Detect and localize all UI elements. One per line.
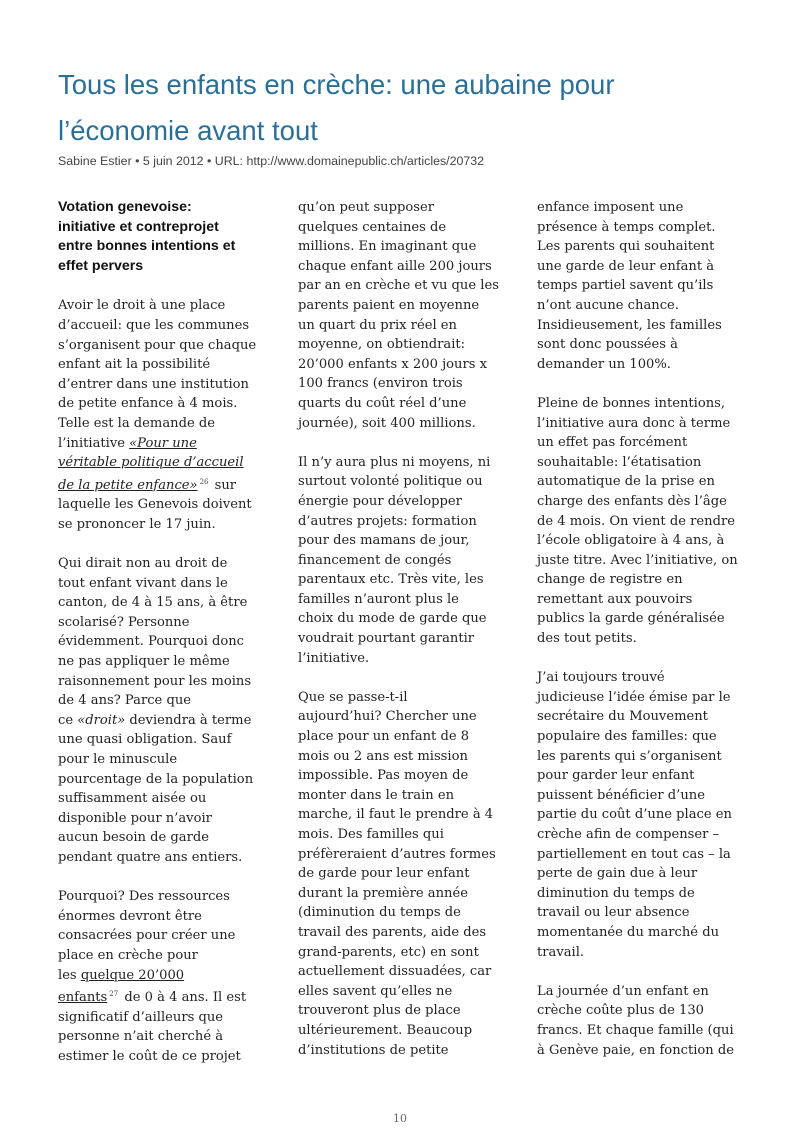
- text-line: [58, 453, 270, 473]
- text-segment: financement de congés: [298, 552, 452, 568]
- text-segment: qu’on peut supposer: [298, 200, 434, 215]
- text-segment: un effet pas forcément: [537, 435, 688, 451]
- text-segment: énormes devront être: [58, 908, 202, 924]
- text-line: [58, 316, 270, 336]
- text-line: [298, 414, 510, 434]
- text-segment: préfèreraient d’autres formes: [298, 846, 496, 862]
- text-segment: se prononcer le 17 juin.: [58, 516, 216, 532]
- text-line: [298, 1041, 510, 1061]
- text-segment: Insidieusement, les familles: [537, 317, 722, 333]
- text-segment: sont donc poussées à: [537, 337, 678, 353]
- text-line: [537, 825, 749, 845]
- text-line: [58, 355, 270, 375]
- text-line: [298, 570, 510, 590]
- text-segment: deviendra à terme: [125, 712, 252, 728]
- text-segment: scolarisé? Personne: [58, 614, 190, 630]
- text-line: [298, 609, 510, 629]
- text-segment: temps partiel savent qu’ils: [537, 278, 714, 294]
- text-line: [298, 903, 510, 923]
- text-line: [298, 296, 510, 316]
- text-segment: par an en crèche et vu que les: [298, 278, 499, 294]
- text-segment: s’organisent pour que chaque: [58, 337, 257, 353]
- article-link[interactable]: enfants: [58, 990, 108, 1006]
- paragraph: [298, 198, 510, 433]
- paragraph: [298, 453, 510, 669]
- text-segment: La journée d’un enfant en: [537, 983, 709, 999]
- text-segment: tout enfant vivant dans le: [58, 575, 228, 591]
- text-segment: journée), soit 400 millions.: [298, 415, 476, 431]
- text-segment: des tout petits.: [537, 631, 637, 647]
- text-line: [537, 668, 749, 688]
- section-heading-line: effet pervers: [58, 257, 144, 274]
- paragraph: [537, 982, 749, 1060]
- text-segment: de garde pour leur enfant: [298, 866, 470, 882]
- text-segment: ce: [58, 712, 78, 728]
- text-segment: de petite enfance à 4 mois.: [58, 396, 238, 412]
- footnote-marker: 26: [199, 477, 209, 486]
- text-segment: énergie pour développer: [298, 493, 462, 509]
- text-line: [537, 903, 749, 923]
- text-line: [298, 551, 510, 571]
- text-line: [58, 672, 270, 692]
- text-segment: «droit»: [77, 712, 126, 728]
- text-line: [58, 1008, 270, 1028]
- text-line: [537, 355, 749, 375]
- text-line: [537, 218, 749, 238]
- text-segment: mois. Des familles qui: [298, 827, 444, 842]
- text-segment: travail des parents, aide des: [298, 924, 487, 940]
- text-segment: l’initiative.: [298, 650, 370, 666]
- text-segment: d’autres projets: formation: [298, 513, 477, 529]
- paragraph: [58, 554, 270, 868]
- text-line: [537, 453, 749, 473]
- text-line: [537, 472, 749, 492]
- text-segment: aucun besoin de garde: [58, 830, 209, 846]
- text-segment: mois ou 2 ans est mission: [298, 748, 468, 764]
- text-segment: perte de gain due à leur: [537, 866, 698, 882]
- text-line: [58, 375, 270, 395]
- article-link[interactable]: de la petite enfance»: [58, 477, 198, 493]
- text-segment: travail.: [537, 944, 585, 960]
- text-segment: ultérieurement. Beaucoup: [298, 1022, 473, 1038]
- text-line: [537, 923, 749, 943]
- text-segment: enfance imposent une: [537, 200, 684, 215]
- text-line: [537, 237, 749, 257]
- text-line: [298, 649, 510, 669]
- text-line: [537, 570, 749, 590]
- text-segment: surtout volonté politique ou: [298, 474, 483, 490]
- text-line: [537, 296, 749, 316]
- text-segment: n’ont aucune chance.: [537, 297, 679, 313]
- text-line: [537, 629, 749, 649]
- text-segment: présence à temps complet.: [537, 219, 716, 235]
- text-line: [537, 864, 749, 884]
- text-line: [298, 845, 510, 865]
- text-line: [298, 198, 510, 218]
- article-link[interactable]: «Pour une: [129, 435, 197, 451]
- text-line: [58, 434, 270, 454]
- text-line: [298, 257, 510, 277]
- text-line: [298, 492, 510, 512]
- text-line: [298, 923, 510, 943]
- text-line: [58, 394, 270, 414]
- text-line: [537, 531, 749, 551]
- text-segment: pour des mamans de jour,: [298, 533, 470, 549]
- text-line: [298, 374, 510, 394]
- paragraph: [537, 198, 749, 374]
- text-line: [537, 316, 749, 336]
- footnote-marker: 27: [109, 990, 119, 999]
- text-segment: pendant quatre ans entiers.: [58, 850, 243, 865]
- text-segment: raisonnement pour les moins: [58, 673, 252, 689]
- text-line: [537, 414, 749, 434]
- text-segment: place en crèche pour: [58, 947, 198, 963]
- text-segment: publics la garde généralisée: [537, 611, 725, 627]
- text-segment: 20’000 enfants x 200 jours x: [298, 356, 487, 372]
- text-segment: consacrées pour créer une: [58, 928, 236, 944]
- text-segment: de 4 ans? Parce que: [58, 693, 192, 709]
- text-line: [537, 1001, 749, 1021]
- section-heading-line: Votation genevoise:: [58, 199, 192, 215]
- text-segment: francs. Et chaque famille (qui: [537, 1022, 734, 1038]
- text-segment: momentanée du marché du: [537, 924, 720, 940]
- article-title-line: l’économie avant tout: [58, 115, 318, 146]
- text-line: [58, 515, 270, 535]
- text-line: [298, 629, 510, 649]
- text-segment: parents paient en moyenne: [298, 297, 480, 313]
- text-segment: grand-parents, etc) en sont: [298, 944, 479, 960]
- text-line: [298, 355, 510, 375]
- text-segment: change de registre en: [537, 572, 683, 588]
- text-line: [58, 691, 270, 711]
- text-segment: sur: [210, 477, 237, 493]
- text-segment: l’initiative aura donc à terme: [537, 415, 731, 431]
- article-link[interactable]: véritable politique d’accueil: [58, 455, 244, 471]
- text-line: [58, 809, 270, 829]
- text-segment: parentaux etc. Très vite, les: [298, 572, 484, 588]
- text-line: [298, 316, 510, 336]
- text-column-3: [537, 198, 749, 1080]
- text-line: [58, 296, 270, 316]
- text-line: [298, 864, 510, 884]
- text-line: [537, 512, 749, 532]
- text-line: [58, 907, 270, 927]
- text-segment: l’initiative: [58, 435, 130, 451]
- text-line: [537, 609, 749, 629]
- article-byline: Sabine Estier • 5 juin 2012 • URL: http://www.domainepublic.ch/articles/20732: [58, 154, 485, 168]
- text-line: [537, 276, 749, 296]
- text-segment: automatique de la prise en: [537, 474, 715, 490]
- text-segment: secrétaire du Mouvement: [537, 709, 708, 725]
- text-line: [58, 613, 270, 633]
- paragraph: [58, 296, 270, 534]
- text-segment: demander un 100%.: [537, 356, 671, 372]
- text-line: [537, 786, 749, 806]
- text-line: [298, 766, 510, 786]
- text-segment: d’institutions de petite: [298, 1042, 449, 1058]
- text-segment: Telle est la demande de: [58, 415, 216, 431]
- page-number: 10: [393, 1112, 407, 1125]
- text-segment: quelques centaines de: [298, 219, 447, 235]
- text-line: [298, 747, 510, 767]
- text-line: [537, 433, 749, 453]
- text-segment: marche, il faut le prendre à 4: [298, 807, 494, 823]
- text-segment: J’ai toujours trouvé: [537, 670, 665, 686]
- text-segment: Avoir le droit à une place: [58, 298, 226, 314]
- text-segment: impossible. Pas moyen de: [298, 768, 469, 784]
- text-line: [58, 554, 270, 574]
- text-line: [298, 453, 510, 473]
- text-segment: crèche coûte plus de 130: [537, 1003, 705, 1019]
- article-title-line: Tous les enfants en crèche: une aubaine pour: [58, 69, 615, 100]
- text-line: [58, 1027, 270, 1047]
- text-segment: aujourd’hui? Chercher une: [298, 709, 477, 725]
- text-line: [537, 747, 749, 767]
- text-line: [537, 884, 749, 904]
- text-segment: place pour un enfant de 8: [298, 729, 470, 745]
- text-segment: Pourquoi? Des ressources: [58, 889, 230, 905]
- text-segment: durant la première année: [298, 885, 468, 901]
- paragraph: [298, 688, 510, 1060]
- text-segment: millions. En imaginant que: [298, 239, 477, 255]
- text-line: [298, 982, 510, 1002]
- text-segment: partie du coût d’une place en: [537, 807, 732, 823]
- text-line: [298, 237, 510, 257]
- text-segment: de 4 mois. On vient de rendre: [537, 513, 735, 529]
- text-segment: significatif d’ailleurs que: [58, 1009, 224, 1025]
- text-segment: Les parents qui souhaitent: [537, 239, 715, 255]
- text-segment: enfant ait la possibilité: [58, 357, 211, 373]
- text-line: [58, 652, 270, 672]
- text-line: [298, 825, 510, 845]
- text-line: [298, 962, 510, 982]
- text-line: [58, 730, 270, 750]
- text-segment: les: [58, 967, 81, 983]
- text-line: [58, 593, 270, 613]
- section-heading: [58, 198, 270, 276]
- text-segment: choix du mode de garde que: [298, 611, 487, 627]
- text-line: [298, 707, 510, 727]
- text-segment: voudrait pourtant garantir: [298, 631, 475, 647]
- text-segment: évidemment. Pourquoi donc: [58, 634, 244, 650]
- text-line: [537, 943, 749, 963]
- text-segment: quarts du coût réel d’une: [298, 395, 467, 411]
- article-link[interactable]: quelque 20’000: [80, 967, 185, 983]
- text-segment: 100 francs (environ trois: [298, 376, 463, 392]
- text-segment: souhaitable: l’étatisation: [537, 454, 702, 470]
- paragraph: [537, 668, 749, 962]
- text-line: [298, 218, 510, 238]
- text-line: [537, 766, 749, 786]
- text-segment: moyenne, on obtiendrait:: [298, 337, 466, 353]
- text-line: [58, 414, 270, 434]
- text-segment: elles savent qu’elles ne: [298, 983, 453, 999]
- text-line: [58, 473, 270, 496]
- text-line: [537, 198, 749, 218]
- text-line: [298, 335, 510, 355]
- text-segment: Il n’y aura plus ni moyens, ni: [298, 454, 491, 470]
- text-segment: monter dans le train en: [298, 787, 455, 803]
- text-line: [537, 551, 749, 571]
- text-segment: diminution du temps de: [537, 885, 695, 901]
- text-segment: charge des enfants dès l’âge: [537, 493, 727, 509]
- text-segment: remettant aux pouvoirs: [537, 591, 693, 607]
- text-line: [298, 943, 510, 963]
- text-line: [58, 750, 270, 770]
- text-line: [537, 590, 749, 610]
- article-title: [58, 62, 758, 154]
- text-segment: d’entrer dans une institution: [58, 376, 249, 392]
- text-segment: Qui dirait non au droit de: [58, 556, 228, 572]
- text-line: [298, 472, 510, 492]
- text-line: [58, 966, 270, 986]
- text-line: [298, 590, 510, 610]
- text-line: [537, 805, 749, 825]
- text-segment: disponible pour n’avoir: [58, 810, 212, 826]
- text-line: [298, 394, 510, 414]
- text-segment: chaque enfant aille 200 jours: [298, 258, 492, 274]
- text-line: [58, 1047, 270, 1067]
- paragraph: [58, 887, 270, 1066]
- text-segment: personne n’ait cherché à: [58, 1029, 224, 1045]
- text-line: [298, 884, 510, 904]
- text-line: [298, 805, 510, 825]
- text-line: [537, 1041, 749, 1061]
- text-line: [58, 828, 270, 848]
- text-line: [58, 495, 270, 515]
- text-line: [537, 727, 749, 747]
- text-line: [537, 982, 749, 1002]
- text-line: [58, 632, 270, 652]
- text-line: [58, 926, 270, 946]
- text-segment: actuellement dissuadées, car: [298, 964, 492, 980]
- text-line: [58, 848, 270, 868]
- text-segment: populaire des familles: que: [537, 729, 717, 745]
- text-line: [58, 574, 270, 594]
- text-segment: judicieuse l’idée émise par le: [537, 689, 731, 705]
- text-line: [537, 845, 749, 865]
- text-segment: trouveront plus de place: [298, 1003, 461, 1019]
- text-line: [298, 688, 510, 708]
- text-line: [298, 727, 510, 747]
- text-line: [58, 946, 270, 966]
- text-line: [58, 770, 270, 790]
- text-line: [58, 789, 270, 809]
- section-heading-line: initiative et contreprojet: [58, 218, 219, 235]
- text-segment: pourcentage de la population: [58, 771, 254, 787]
- text-line: [298, 512, 510, 532]
- text-line: [537, 394, 749, 414]
- text-segment: Pleine de bonnes intentions,: [537, 395, 726, 411]
- text-line: [537, 1021, 749, 1041]
- text-segment: pour garder leur enfant: [537, 768, 695, 784]
- text-line: [58, 711, 270, 731]
- text-column-1: [58, 198, 270, 1086]
- text-line: [298, 531, 510, 551]
- text-line: [537, 688, 749, 708]
- text-segment: pour le minuscule: [58, 752, 178, 768]
- text-segment: ne pas appliquer le même: [58, 654, 230, 670]
- text-segment: d’accueil: que les communes: [58, 317, 250, 333]
- text-segment: de 0 à 4 ans. Il est: [120, 990, 247, 1006]
- text-segment: une quasi obligation. Sauf: [58, 732, 232, 748]
- text-line: [537, 335, 749, 355]
- text-segment: travail ou leur absence: [537, 905, 690, 921]
- text-line: [537, 492, 749, 512]
- text-segment: les parents qui s’organisent: [537, 748, 722, 764]
- text-line: [298, 1001, 510, 1021]
- text-line: [58, 985, 270, 1008]
- paragraph: [537, 394, 749, 649]
- text-segment: familles n’auront plus le: [298, 591, 459, 607]
- text-line: [298, 1021, 510, 1041]
- text-segment: juste titre. Avec l’initiative, on: [537, 552, 738, 568]
- text-line: [298, 276, 510, 296]
- text-segment: canton, de 4 à 15 ans, à être: [58, 595, 248, 611]
- text-segment: l’école obligatoire à 4 ans, à: [537, 533, 725, 549]
- text-segment: estimer le coût de ce projet: [58, 1048, 241, 1064]
- text-segment: une garde de leur enfant à: [537, 258, 715, 274]
- text-line: [537, 707, 749, 727]
- text-segment: crèche afin de compenser –: [537, 827, 720, 842]
- text-segment: laquelle les Genevois doivent: [58, 497, 252, 513]
- text-segment: suffisamment aisée ou: [58, 791, 207, 807]
- text-segment: à Genève paie, en fonction de: [537, 1042, 735, 1058]
- text-line: [537, 257, 749, 277]
- text-segment: partiellement en tout cas – la: [537, 846, 731, 862]
- text-segment: Que se passe-t-il: [298, 689, 408, 705]
- text-segment: puissent bénéficier d’une: [537, 787, 705, 803]
- text-segment: (diminution du temps de: [298, 905, 461, 921]
- section-heading-line: entre bonnes intentions et: [58, 238, 236, 255]
- text-column-2: [298, 198, 510, 1080]
- text-line: [298, 786, 510, 806]
- text-segment: un quart du prix réel en: [298, 317, 457, 333]
- text-line: [58, 336, 270, 356]
- text-line: [58, 887, 270, 907]
